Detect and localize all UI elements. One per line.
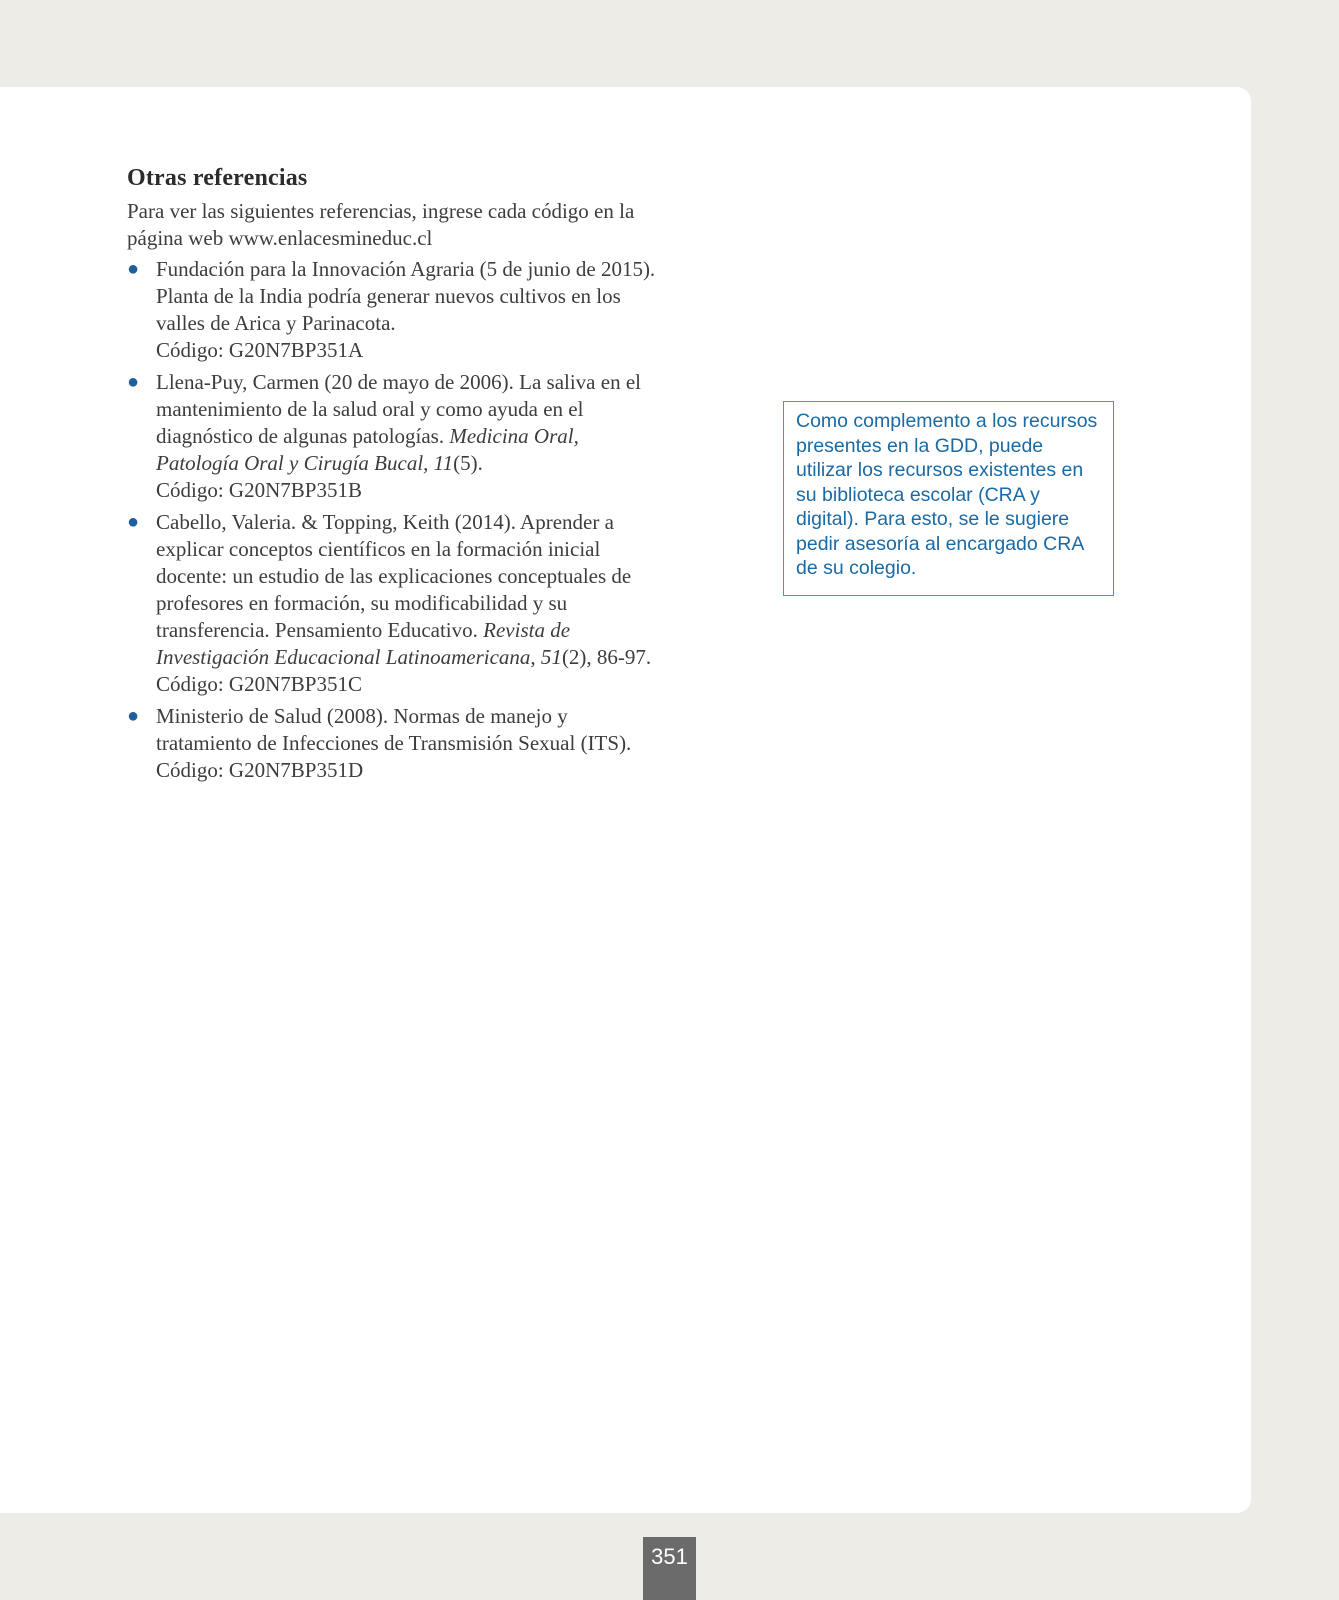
bullet-icon: ● — [127, 705, 140, 727]
reference-issue: (5). — [453, 451, 483, 475]
section-intro: Para ver las siguientes referencias, ingrese cada código en la página web www.enlacesmineduc.cl — [127, 199, 635, 250]
reference-code: Código: G20N7BP351C — [156, 672, 362, 696]
reference-issue: (2), 86-97. — [561, 645, 652, 669]
reference-journal: Revista de Investigación Educacional Latinoamericana, 51 — [156, 618, 571, 669]
page-number: 351 — [651, 1544, 688, 1569]
bullet-icon: ● — [127, 511, 140, 533]
bullet-icon: ● — [127, 258, 140, 280]
references-list — [127, 256, 657, 784]
reference-code: Código: G20N7BP351B — [156, 478, 362, 502]
reference-text: Ministerio de Salud (2008). Normas de manejo y tratamiento de Infecciones de Transmisión Sexual (ITS). — [156, 704, 632, 755]
reference-item — [127, 509, 657, 698]
reference-item — [127, 369, 657, 504]
note-text: Como complemento a los recursos presentes en la GDD, puede utilizar los recursos existentes en su biblioteca escolar (CRA y digital). Para esto, se le sugiere pedir asesoría al encargado CRA de su colegio. — [796, 410, 1098, 579]
reference-code: Código: G20N7BP351A — [156, 338, 364, 362]
reference-code: Código: G20N7BP351D — [156, 758, 364, 782]
reference-item — [127, 256, 657, 364]
reference-text: Llena-Puy, Carmen (20 de mayo de 2006). La saliva en el mantenimiento de la salud oral y como ayuda en el diagnóstico de algunas patologías. — [156, 370, 641, 448]
references-section — [127, 165, 657, 789]
reference-journal: Medicina Oral, Patología Oral y Cirugía Bucal, 11 — [156, 424, 579, 475]
section-title: Otras referencias — [127, 165, 308, 191]
resource-note-box — [783, 401, 1114, 596]
bullet-icon: ● — [127, 371, 140, 393]
reference-text: Fundación para la Innovación Agraria (5 de junio de 2015). Planta de la India podría generar nuevos cultivos en los valles de Arica y Parinacota. — [156, 257, 656, 335]
reference-item — [127, 703, 657, 784]
page-number-tab — [643, 1537, 696, 1600]
reference-text: Cabello, Valeria. & Topping, Keith (2014). Aprender a explicar conceptos científicos en la formación inicial docente: un estudio de las explicaciones conceptuales de profesores en formación, su modificabilidad y su transferencia. Pensamiento Educativo. — [156, 510, 632, 642]
